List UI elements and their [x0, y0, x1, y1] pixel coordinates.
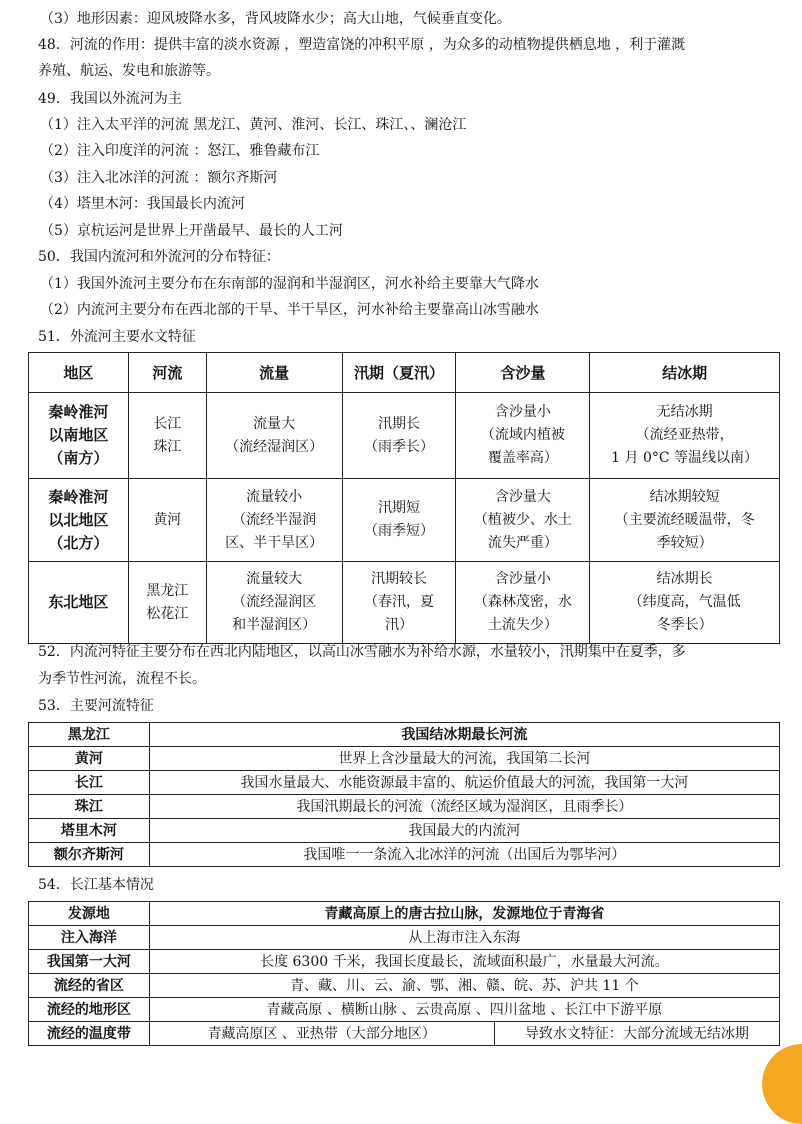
- flood-cell: 汛期较长 （春汛，夏 汛）: [342, 562, 456, 644]
- table-row: 流经的地形区 青藏高原 、横断山脉 、云贵高原 、四川盆地 、长江中下游平原: [29, 998, 780, 1022]
- item-49-2: （2）注入印度洋的河流 ：怒江、雅鲁藏布江: [40, 143, 320, 159]
- flow-cell: 流量较大 （流经湿润区 和半湿润区）: [206, 562, 342, 644]
- flow-cell: 流量大 （流经湿润区）: [206, 393, 342, 479]
- table-row: 流经的省区 青、藏、川、云、渝、鄂、湘、赣、皖、苏、沪共 11 个: [29, 974, 780, 998]
- table-row: 长江 我国水量最大、水能资源最丰富的、航运价值最大的河流，我国第一大河: [29, 771, 780, 795]
- header-flood: 汛期（夏汛）: [342, 353, 456, 393]
- item-49-4: （4）塔里木河：我国最长内流河: [40, 196, 245, 212]
- yangtze-table: [28, 901, 780, 1046]
- header-sediment: 含沙量: [456, 353, 590, 393]
- ice-cell: 无结冰期 （流经亚热带， 1 月 0°C 等温线以南）: [590, 393, 780, 479]
- table-row: 黄河 世界上含沙量最大的河流，我国第二长河: [29, 747, 780, 771]
- river-cell: 黄河: [128, 479, 206, 562]
- header-river: 河流: [128, 353, 206, 393]
- region-cell: 秦岭淮河 以北地区 （北方）: [29, 479, 129, 562]
- region-cell: 东北地区: [29, 562, 129, 644]
- item-49-5: （5）京杭运河是世界上开凿最早、最长的人工河: [40, 223, 343, 239]
- table-row: [29, 393, 780, 479]
- header-region: 地区: [29, 353, 129, 393]
- table-row: [29, 562, 780, 644]
- table-row: 注入海洋 从上海市注入东海: [29, 926, 780, 950]
- table-row: 额尔齐斯河 我国唯一一条流入北冰洋的河流（出国后为鄂毕河）: [29, 843, 780, 867]
- table-row: 流经的温度带 青藏高原区 、亚热带（大部分地区） 导致水文特征：大部分流域无结冰期: [29, 1022, 780, 1046]
- item-52: 52．内流河特征主要分布在西北内陆地区，以高山冰雪融水为补给水源，水量较小，汛期集中在夏季，多: [38, 644, 686, 660]
- hydrology-table: [28, 352, 780, 644]
- table-row: 珠江 我国汛期最长的河流（流经区域为湿润区，且雨季长）: [29, 795, 780, 819]
- item-49-1: （1）注入太平洋的河流 黑龙江、黄河、淮河、长江、珠江、、澜沧江: [40, 117, 467, 133]
- header-ice: 结冰期: [590, 353, 780, 393]
- flood-cell: 汛期短 （雨季短）: [342, 479, 456, 562]
- table-header-row: [29, 353, 780, 393]
- item-49-3: （3）注入北冰洋的河流 ：额尔齐斯河: [40, 170, 278, 186]
- river-cell: 长江 珠江: [128, 393, 206, 479]
- flow-cell: 流量较小 （流经半湿润 区、半干旱区）: [206, 479, 342, 562]
- corner-decoration: [762, 1044, 802, 1124]
- item-53: 53．主要河流特征: [38, 698, 154, 714]
- item-52-cont: 为季节性河流，流程不长。: [38, 671, 206, 687]
- item-50-2: （2）内流河主要分布在西北部的干旱、半干旱区，河水补给主要靠高山冰雪融水: [40, 302, 539, 318]
- sediment-cell: 含沙量小 （森林茂密，水 土流失少）: [456, 562, 590, 644]
- table-row: 发源地 青藏高原上的唐古拉山脉，发源地位于青海省: [29, 902, 780, 926]
- text-line: （3）地形因素：迎风坡降水多，背风坡降水少；高大山地，气候垂直变化。: [40, 11, 511, 27]
- item-54: 54．长江基本情况: [38, 877, 154, 893]
- item-48: 48．河流的作用：提供丰富的淡水资源 ，塑造富饶的冲积平原 ，为众多的动植物提供栖息地 ，利于灌溉: [38, 37, 686, 53]
- item-48-cont: 养殖、航运、发电和旅游等。: [38, 63, 220, 79]
- header-flow: 流量: [206, 353, 342, 393]
- ice-cell: 结冰期长 （纬度高，气温低 冬季长）: [590, 562, 780, 644]
- table-row: [29, 479, 780, 562]
- table-row: 我国第一大河 长度 6300 千米，我国长度最长，流域面积最广，水量最大河流。: [29, 950, 780, 974]
- item-50: 50．我国内流河和外流河的分布特征：: [38, 249, 280, 265]
- sediment-cell: 含沙量大 （植被少、水土 流失严重）: [456, 479, 590, 562]
- item-50-1: （1）我国外流河主要分布在东南部的湿润和半湿润区，河水补给主要靠大气降水: [40, 276, 539, 292]
- ice-cell: 结冰期较短 （主要流经暖温带，冬 季较短）: [590, 479, 780, 562]
- river-cell: 黑龙江 松花江: [128, 562, 206, 644]
- flood-cell: 汛期长 （雨季长）: [342, 393, 456, 479]
- sediment-cell: 含沙量小 （流域内植被 覆盖率高）: [456, 393, 590, 479]
- table-row: 塔里木河 我国最大的内流河: [29, 819, 780, 843]
- river-features-table: [28, 722, 780, 867]
- table-row: 黑龙江 我国结冰期最长河流: [29, 723, 780, 747]
- item-51: 51．外流河主要水文特征: [38, 329, 196, 345]
- region-cell: 秦岭淮河 以南地区 （南方）: [29, 393, 129, 479]
- item-49: 49．我国以外流河为主: [38, 91, 182, 107]
